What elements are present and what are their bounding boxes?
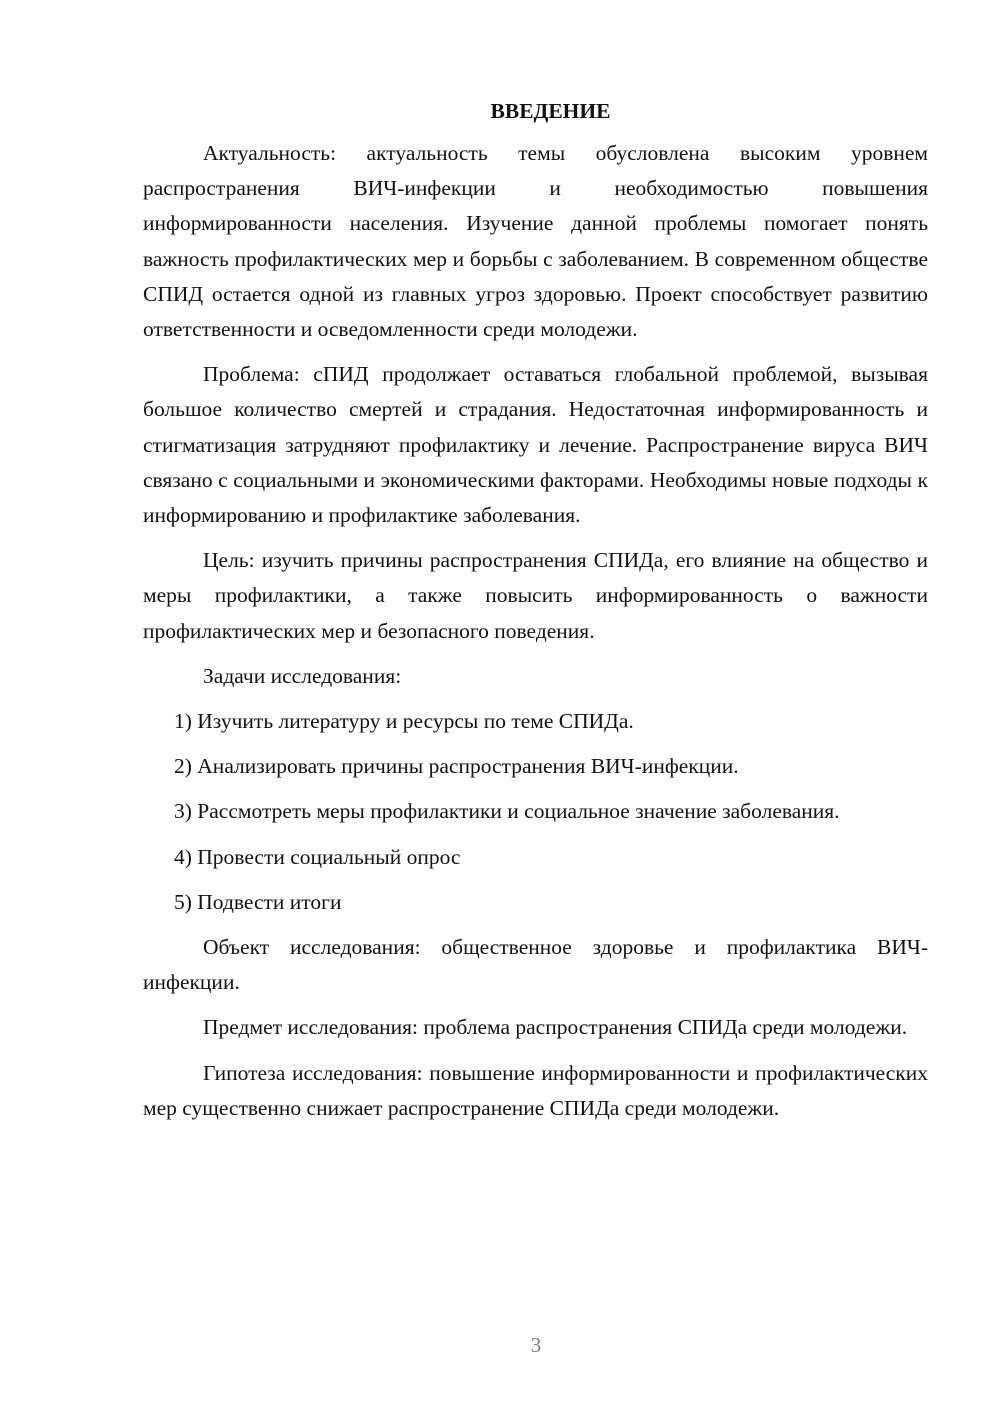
hypothesis-paragraph: Гипотеза исследования: повышение информированности и профилактических мер существенно снижает распространение СПИДа среди молодежи.: [143, 1060, 928, 1120]
object-paragraph: Объект исследования: общественное здоровье и профилактика ВИЧ-инфекции.: [143, 935, 928, 995]
page-number: 3: [530, 1333, 542, 1357]
relevance-paragraph: Актуальность: актуальность темы обусловлена высоким уровнем распространения ВИЧ-инфекции и необходимостью повышения информированности населения. Изучение данной проблемы помогает понять важность профилактических мер и борьбы с заболеванием. В современном обществе СПИД остается одной из главных угроз здоровью. Проект способствует развитию ответственности и осведомленности среди молодежи.: [143, 141, 928, 342]
task-item-1: 1) Изучить литературу и ресурсы по теме СПИДа.: [174, 709, 634, 734]
task-item-5: 5) Подвести итоги: [174, 889, 342, 914]
problem-paragraph: Проблема: сПИД продолжает оставаться глобальной проблемой, вызывая большое количество смертей и страдания. Недостаточная информированность и стигматизация затрудняют профилактику и лечение. Распространение вируса ВИЧ связано с социальными и экономическими факторами. Необходимы новые подходы к информированию и профилактике заболевания.: [143, 362, 928, 528]
task-item-2: 2) Анализировать причины распространения ВИЧ-инфекции.: [174, 754, 739, 779]
task-item-3: 3) Рассмотреть меры профилактики и социальное значение заболевания.: [174, 799, 840, 824]
task-item-4: 4) Провести социальный опрос: [174, 844, 461, 869]
goal-paragraph: Цель: изучить причины распространения СПИДа, его влияние на общество и меры профилактики, а также повысить информированность о важности профилактических мер и безопасного поведения.: [143, 548, 928, 643]
subject-paragraph: Предмет исследования: проблема распространения СПИДа среди молодежи.: [203, 1015, 908, 1040]
section-heading: ВВЕДЕНИЕ: [490, 99, 611, 123]
tasks-title: Задачи исследования:: [203, 663, 402, 688]
page-content: [143, 96, 928, 1136]
